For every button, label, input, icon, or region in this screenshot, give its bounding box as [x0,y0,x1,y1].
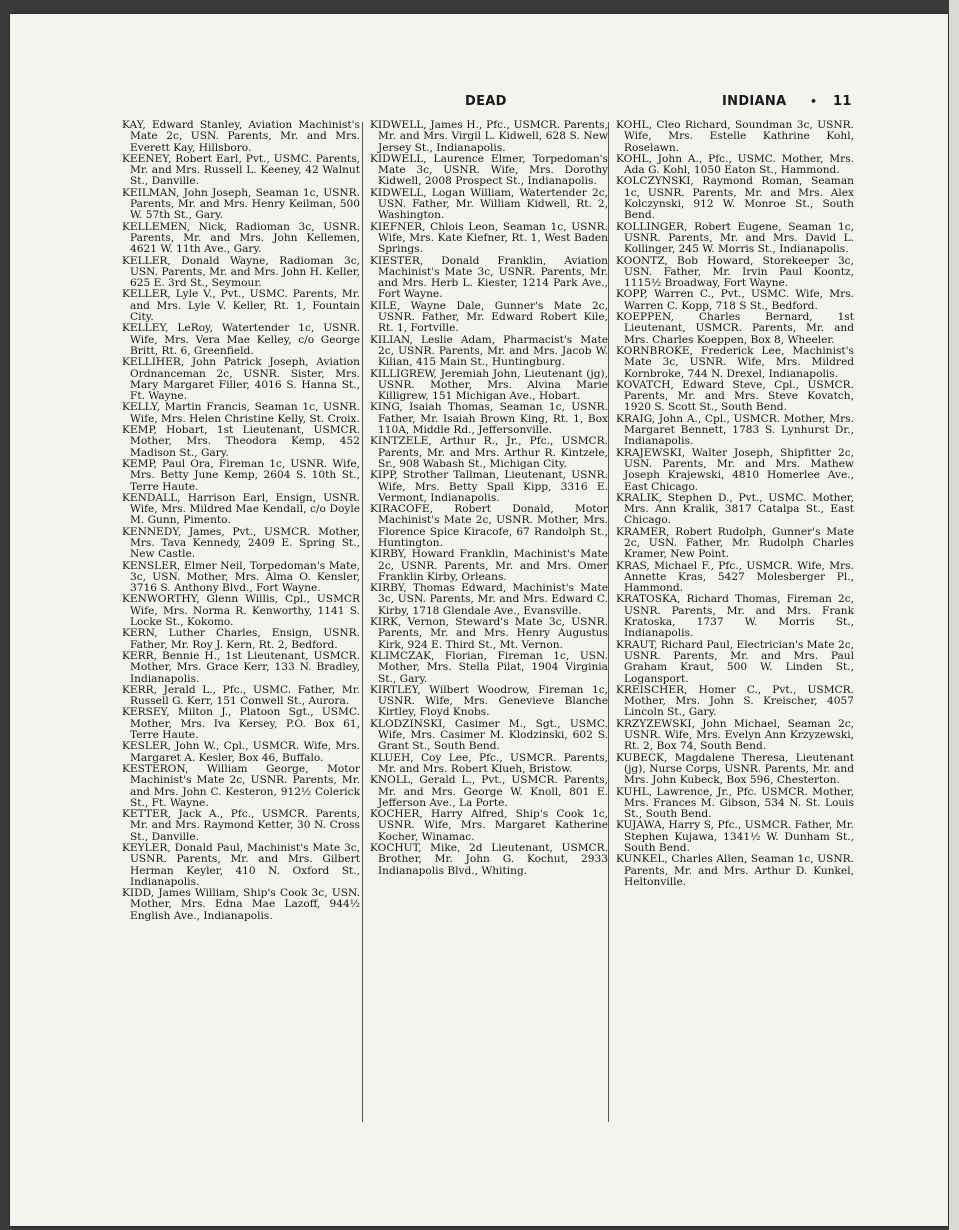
casualty-entry: KOLCZYNSKI, Raymond Roman, Seaman 1c, USNR. Parents, Mr. and Mrs. Alex Kolczynski, 912 W. Monroe St., South Bend. [616,175,854,222]
casualty-entry: KRAJEWSKI, Walter Joseph, Shipfitter 2c, USN. Parents, Mr. and Mrs. Mathew Joseph Krajewski, 4810 Homerlee Ave., East Chicago. [616,446,854,493]
casualty-entry: KELLEMEN, Nick, Radioman 3c, USNR. Parents, Mr. and Mrs. John Kellemen, 4621 W. 11th Ave., Gary. [122,220,360,256]
casualty-entry: KIPP, Strother Tallman, Lieutenant, USNR. Wife, Mrs. Betty Spall Kipp, 3316 E. Vermont, Indianapolis. [370,469,608,504]
header-bullet: • [810,95,818,108]
casualty-entry: KELLER, Donald Wayne, Radioman 3c, USN. Parents, Mr. and Mrs. John H. Keller, 625 E. 3rd St., Seymour. [122,254,360,290]
casualty-entry: KLIMCZAK, Florian, Fireman 1c, USN. Mother, Mrs. Stella Pilat, 1904 Virginia St., Gary. [370,649,608,685]
casualty-entry: KRALIK, Stephen D., Pvt., USMC. Mother, Mrs. Ann Kralik, 3817 Catalpa St., East Chicago. [616,491,854,527]
casualty-entry: KELLER, Lyle V., Pvt., USMC. Parents, Mr. and Mrs. Lyle V. Keller, Rt. 1, Fountain City. [122,288,360,324]
casualty-entry: KING, Isaiah Thomas, Seaman 1c, USNR. Father, Mr. Isaiah Brown King, Rt. 1, Box 110A, Middle Rd., Jeffersonville. [370,401,608,437]
casualty-entry: KELLIHER, John Patrick Joseph, Aviation Ordnanceman 2c, USNR. Sister, Mrs. Mary Margaret Filler, 4016 S. Hanna St., Ft. Wayne. [122,356,360,403]
casualty-entry: KRAUT, Richard Paul, Electrician's Mate 2c, USNR. Parents, Mr. and Mrs. Paul Graham Kraut, 500 W. Linden St., Logansport. [616,638,854,685]
casualty-entry: KLUEH, Coy Lee, Pfc., USMCR. Parents, Mr. and Mrs. Robert Klueh, Bristow. [370,751,608,775]
casualty-entry: KIDWELL, Laurence Elmer, Torpedoman's Mate 3c, USNR. Wife, Mrs. Dorothy Kidwell, 2008 Prospect St., Indianapolis. [370,152,608,188]
casualty-entry: KEMP, Paul Ora, Fireman 1c, USNR. Wife, Mrs. Betty June Kemp, 2604 S. 10th St., Terre Haute. [122,457,360,493]
casualty-entry: KIRACOFE, Robert Donald, Motor Machinist's Mate 2c, USNR. Mother, Mrs. Florence Spice Kiracofe, 67 Randolph St., Huntington. [370,503,608,549]
document-page [10,14,948,1226]
casualty-entry: KESTERON, William George, Motor Machinist's Mate 2c, USNR. Parents, Mr. and Mrs. John C. Kesteron, 912½ Colerick St., Ft. Wayne. [122,762,360,809]
casualty-entry: KOLLINGER, Robert Eugene, Seaman 1c, USNR. Parents, Mr. and Mrs. David L. Kollinger, 245 W. Morris St., Indianapolis. [616,220,854,256]
casualty-entry: KOVATCH, Edward Steve, Cpl., USMCR. Parents, Mr. and Mrs. Steve Kovatch, 1920 S. Scott St., South Bend. [616,378,854,414]
casualty-entry: KESLER, John W., Cpl., USMCR. Wife, Mrs. Margaret A. Kesler, Box 46, Buffalo. [122,740,360,764]
casualty-entry: KRAIG, John A., Cpl., USMCR. Mother, Mrs. Margaret Bennett, 1783 S. Lynhurst Dr., Indianapolis. [616,412,854,448]
casualty-entry: KUNKEL, Charles Allen, Seaman 1c, USNR. Parents, Mr. and Mrs. Arthur D. Kunkel, Heltonville. [616,853,854,888]
casualty-entry: KIEFNER, Chlois Leon, Seaman 1c, USNR. Wife, Mrs. Kate Kiefner, Rt. 1, West Baden Springs. [370,220,608,256]
casualty-entry: KREISCHER, Homer C., Pvt., USMCR. Mother, Mrs. John S. Kreischer, 4057 Lincoln St., Gary. [616,683,854,719]
casualty-entry: KRAMER, Robert Rudolph, Gunner's Mate 2c, USN. Father, Mr. Rudolph Charles Kramer, New Point. [616,525,854,561]
casualty-entry: KETTER, Jack A., Pfc., USMCR. Parents, Mr. and Mrs. Raymond Ketter, 30 N. Cross St., Danville. [122,808,360,843]
column-3 [616,120,854,888]
casualty-entry: KIDD, James William, Ship's Cook 3c, USN. Mother, Mrs. Edna Mae Lazoff, 944½ English Ave., Indianapolis. [122,887,360,922]
casualty-entry: KERN, Luther Charles, Ensign, USNR. Father, Mr. Roy J. Kern, Rt. 2, Bedford. [122,627,360,651]
section-title: DEAD [465,94,507,109]
casualty-entry: KNOLL, Gerald L., Pvt., USMCR. Parents, Mr. and Mrs. George W. Knoll, 801 E. Jefferson Ave., La Porte. [370,774,608,809]
column-divider [362,122,363,1122]
page-number: 11 [833,94,852,109]
casualty-entry: KIRTLEY, Wilbert Woodrow, Fireman 1c, USNR. Wife, Mrs. Genevieve Blanche Kirtley, Floyd Knobs. [370,683,608,719]
casualty-entry: KOEPPEN, Charles Bernard, 1st Lieutenant, USMCR. Parents, Mr. and Mrs. Charles Koeppen, Box 8, Wheeler. [616,311,854,346]
casualty-entry: KILLIGREW, Jeremiah John, Lieutenant (jg), USNR. Mother, Mrs. Alvina Marie Killigrew, 151 Michigan Ave., Hobart. [370,367,608,403]
page-edge [949,0,959,1230]
casualty-entry: KUBECK, Magdalene Theresa, Lieutenant (jg), Nurse Corps, USNR. Parents, Mr. and Mrs. John Kubeck, Box 596, Chesterton. [616,751,854,787]
casualty-entry: KIRBY, Howard Franklin, Machinist's Mate 2c, USNR. Parents, Mr. and Mrs. Omer Franklin Kirby, Orleans. [370,548,608,583]
casualty-entry: KLODZINSKI, Casimer M., Sgt., USMC. Wife, Mrs. Casimer M. Klodzinski, 602 S. Grant St., South Bend. [370,717,608,753]
casualty-entry: KOONTZ, Bob Howard, Storekeeper 3c, USN. Father, Mr. Irvin Paul Koontz, 1115½ Broadway, Fort Wayne. [616,254,854,290]
casualty-entry: KEYLER, Donald Paul, Machinist's Mate 3c, USNR. Parents, Mr. and Mrs. Gilbert Herman Keyler, 410 N. Oxford St., Indianapolis. [122,842,360,888]
casualty-entry: KELLY, Martin Francis, Seaman 1c, USNR. Wife, Mrs. Helen Christine Kelly, St. Croix. [122,401,360,425]
casualty-entry: KOCHUT, Mike, 2d Lieutenant, USMCR. Brother, Mr. John G. Kochut, 2933 Indianapolis Blvd., Whiting. [370,842,608,877]
casualty-entry: KUJAWA, Harry S, Pfc., USMCR. Father, Mr. Stephen Kujawa, 1341½ W. Dunham St., South Bend. [616,819,854,854]
casualty-entry: KRAS, Michael F., Pfc., USMCR. Wife, Mrs. Annette Kras, 5427 Molesberger Pl., Hammond. [616,559,854,595]
casualty-entry: KORNBROKE, Frederick Lee, Machinist's Mate 3c, USNR. Wife, Mrs. Mildred Kornbroke, 744 N. Drexel, Indianapolis. [616,344,854,380]
casualty-entry: KEILMAN, John Joseph, Seaman 1c, USNR. Parents, Mr. and Mrs. Henry Keilman, 500 W. 57th St., Gary. [122,186,360,222]
casualty-entry: KEENEY, Robert Earl, Pvt., USMC. Parents, Mr. and Mrs. Russell L. Keeney, 42 Walnut St., Danville. [122,152,360,188]
casualty-entry: KERR, Jerald L., Pfc., USMC. Father, Mr. Russell G. Kerr, 151 Conwell St., Aurora. [122,683,360,708]
casualty-entry: KUHL, Lawrence, Jr., Pfc. USMCR. Mother, Mrs. Frances M. Gibson, 534 N. St. Louis St., South Bend. [616,785,854,821]
page-header [10,94,948,114]
casualty-entry: KIESTER, Donald Franklin, Aviation Machinist's Mate 3c, USNR. Parents, Mr. and Mrs. Herb L. Kiester, 1214 Park Ave., Fort Wayne. [370,254,608,301]
casualty-entry: KERSEY, Milton J., Platoon Sgt., USMC. Mother, Mrs. Iva Kersey, P.O. Box 61, Terre Haute. [122,706,360,742]
casualty-entry: KILIAN, Leslie Adam, Pharmacist's Mate 2c, USNR. Parents, Mr. and Mrs. Jacob W. Kilian, 415 Main St., Huntingburg. [370,333,608,369]
casualty-entry: KAY, Edward Stanley, Aviation Machinist's Mate 2c, USN. Parents, Mr. and Mrs. Everett Kay, Hillsboro. [122,119,360,154]
casualty-entry: KRATOSKA, Richard Thomas, Fireman 2c, USNR. Parents, Mr. and Mrs. Frank Kratoska, 1737 W. Morris St., Indianapolis. [616,593,854,640]
column-1 [122,120,360,922]
casualty-entry: KERR, Bennie H., 1st Lieutenant, USMCR. Mother, Mrs. Grace Kerr, 133 N. Bradley, Indianapolis. [122,649,360,685]
casualty-entry: KENNEDY, James, Pvt., USMCR. Mother, Mrs. Tava Kennedy, 2409 E. Spring St., New Castle. [122,525,360,561]
casualty-entry: KEMP, Hobart, 1st Lieutenant, USMCR. Mother, Mrs. Theodora Kemp, 452 Madison St., Gary. [122,424,360,459]
column-divider [608,122,609,1122]
casualty-entry: KOHL, Cleo Richard, Soundman 3c, USNR. Wife, Mrs. Estelle Kathrine Kohl, Roselawn. [616,119,854,154]
casualty-entry: KOHL, John A., Pfc., USMC. Mother, Mrs. Ada G. Kohl, 1050 Eaton St., Hammond. [616,152,854,177]
casualty-entry: KIRBY, Thomas Edward, Machinist's Mate 3c, USN. Parents, Mr. and Mrs. Edward C. Kirby, 1718 Glendale Ave., Evansville. [370,582,608,617]
casualty-entry: KENWORTHY, Glenn Willis, Cpl., USMCR Wife, Mrs. Norma R. Kenworthy, 1141 S. Locke St., Kokomo. [122,593,360,629]
casualty-entry: KOCHER, Harry Alfred, Ship's Cook 1c, USNR. Wife, Mrs. Margaret Katherine Kocher, Winamac. [370,808,608,843]
casualty-entry: KRZYZEWSKI, John Michael, Seaman 2c, USNR. Wife, Mrs. Evelyn Ann Krzyzewski, Rt. 2, Box 74, South Bend. [616,717,854,753]
casualty-entry: KIRK, Vernon, Steward's Mate 3c, USNR. Parents, Mr. and Mrs. Henry Augustus Kirk, 924 E. Third St., Mt. Vernon. [370,616,608,651]
state-title: INDIANA [722,94,787,109]
casualty-entry: KELLEY, LeRoy, Watertender 1c, USNR. Wife, Mrs. Vera Mae Kelley, c/o George Britt, Rt. 6, Greenfield. [122,322,360,357]
casualty-entry: KOPP, Warren C., Pvt., USMC. Wife, Mrs. Warren C. Kopp, 718 S St., Bedford. [616,288,854,312]
casualty-entry: KENDALL, Harrison Earl, Ensign, USNR. Wife, Mrs. Mildred Mae Kendall, c/o Doyle M. Gunn, Pimento. [122,491,360,527]
casualty-entry: KENSLER, Elmer Neil, Torpedoman's Mate, 3c, USN. Mother, Mrs. Alma O. Kensler, 3716 S. Anthony Blvd., Fort Wayne. [122,559,360,595]
casualty-entry: KILE, Wayne Dale, Gunner's Mate 2c, USNR. Father, Mr. Edward Robert Kile, Rt. 1, Fortville. [370,299,608,335]
casualty-entry: KIDWELL, James H., Pfc., USMCR. Parents, Mr. and Mrs. Virgil L. Kidwell, 628 S. New Jersey St., Indianapolis. [370,119,608,154]
casualty-entry: KINTZELE, Arthur R., Jr., Pfc., USMCR. Parents, Mr. and Mrs. Arthur R. Kintzele, Sr., 908 Wabash St., Michigan City. [370,435,608,470]
casualty-entry: KIDWELL, Logan William, Watertender 2c, USN. Father, Mr. William Kidwell, Rt. 2, Washington. [370,186,608,222]
column-2 [370,120,608,877]
